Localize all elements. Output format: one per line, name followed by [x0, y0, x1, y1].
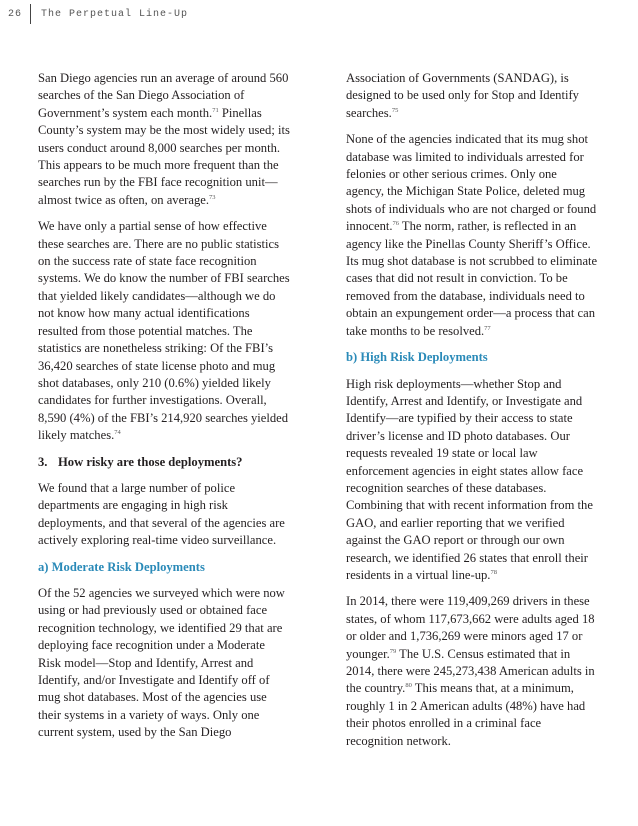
text: The U.S. Census estimated that in 2014, there were 245,273,438 American adults in the country. — [346, 646, 595, 696]
running-title: The Perpetual Line-Up — [41, 8, 189, 20]
text: We have only a partial sense of how effective these searches are. There are no public statistics on the success rate of state face recognition systems. We do know the number of FBI searches that yielded likely candidates—although we do not know how many actual identifications resulted from those potential matches. The statistics are nonetheless striking: Of the FBI’s 36,420 searches of state license photo and mug shot databases, only 210 (0.6%) yielded likely candidates for further investigations. Overall, 8,590 (4%) of the FBI’s 214,920 searches yielded likely matches. — [38, 219, 290, 443]
paragraph — [346, 593, 598, 750]
left-column — [38, 70, 290, 751]
paragraph: We found that a large number of police departments are engaging in high risk deployments, and that several of the agencies are actively exploring real-time video surveillance. — [38, 480, 285, 548]
section-number: 3. — [38, 454, 48, 469]
footnote-ref[interactable]: 76 — [392, 220, 400, 228]
footnote-ref[interactable]: 77 — [484, 324, 491, 332]
page-number: 26 — [8, 8, 23, 20]
text: This means that, at a minimum, roughly 1 in 2 American adults (48%) have had their photos enrolled in a criminal face recognition network. — [346, 681, 586, 748]
footnote-ref[interactable]: 75 — [391, 106, 399, 114]
right-column — [346, 70, 598, 759]
paragraph — [346, 131, 598, 340]
paragraph — [38, 70, 290, 209]
section-heading — [38, 454, 290, 471]
header-divider — [30, 4, 31, 24]
text: Pinellas County’s system may be the most widely used; its users conduct around 8,000 searches per month. This appears to be much more frequent than the searches run by the FBI face recognition unit—almost twice as often, on average. — [38, 105, 290, 207]
section-title: How risky are those deployments? — [58, 454, 243, 469]
text: San Diego agencies run an average of around 560 searches of the San Diego Association of Government’s system each month. — [38, 71, 289, 120]
page-header — [8, 4, 188, 24]
footnote-ref[interactable]: 71 — [212, 106, 219, 114]
paragraph — [38, 218, 290, 444]
text: Association of Governments (SANDAG), is designed to be used only for Stop and Identify searches. — [346, 71, 579, 120]
paragraph — [346, 376, 598, 585]
subsection-heading: a) Moderate Risk Deployments — [38, 559, 205, 574]
text: High risk deployments—whether Stop and Identify, Arrest and Identify, or Investigate and Identify—are typified by their access to state driver’s license and ID photo databases. Our requests revealed 19 state or local law enforcement agencies in eight states allow face recognition searches of these databases. Combining that with recent information from the GAO, and earlier reporting that we verified against the GAO report or through our own research, we identified 26 states that enroll their residents in a virtual line-up. — [346, 376, 593, 582]
paragraph — [346, 70, 598, 122]
footnote-ref[interactable]: 80 — [405, 682, 412, 690]
text: None of the agencies indicated that its mug shot database was limited to individuals arrested for felonies or other serious crimes. Only one agency, the Michigan State Police, deleted mug shots of individuals who are not charged or found innocent. — [346, 132, 597, 234]
footnote-ref[interactable]: 79 — [389, 647, 397, 655]
text: The norm, rather, is reflected in an agency like the Pinellas County Sheriff’s Office. Its mug shot database is not scrubbed to eliminate cases that did not result in conviction. To be removed from the database, individuals need to obtain an expungement order—a process that can take months to be resolved. — [346, 219, 598, 338]
footnote-ref[interactable]: 73 — [209, 193, 216, 201]
footnote-ref[interactable]: 74 — [114, 428, 121, 436]
subsection-heading: b) High Risk Deployments — [346, 350, 488, 365]
footnote-ref[interactable]: 78 — [490, 568, 497, 576]
text: In 2014, there were 119,409,269 drivers in these states, of whom 117,673,662 were adults aged 18 or older and 1,736,269 were minors aged 17 or younger. — [346, 594, 595, 661]
paragraph: Of the 52 agencies we surveyed which were now using or had previously used or obtained face recognition technology, we identified 29 that are deploying face recognition under a Moderate Risk model—Stop and Identify, Arrest and Identify, and/or Investigate and Identify off of mug shot databases. Most of the agencies use their systems in a variety of ways. Only one current system, used by the San Diego — [38, 585, 285, 740]
